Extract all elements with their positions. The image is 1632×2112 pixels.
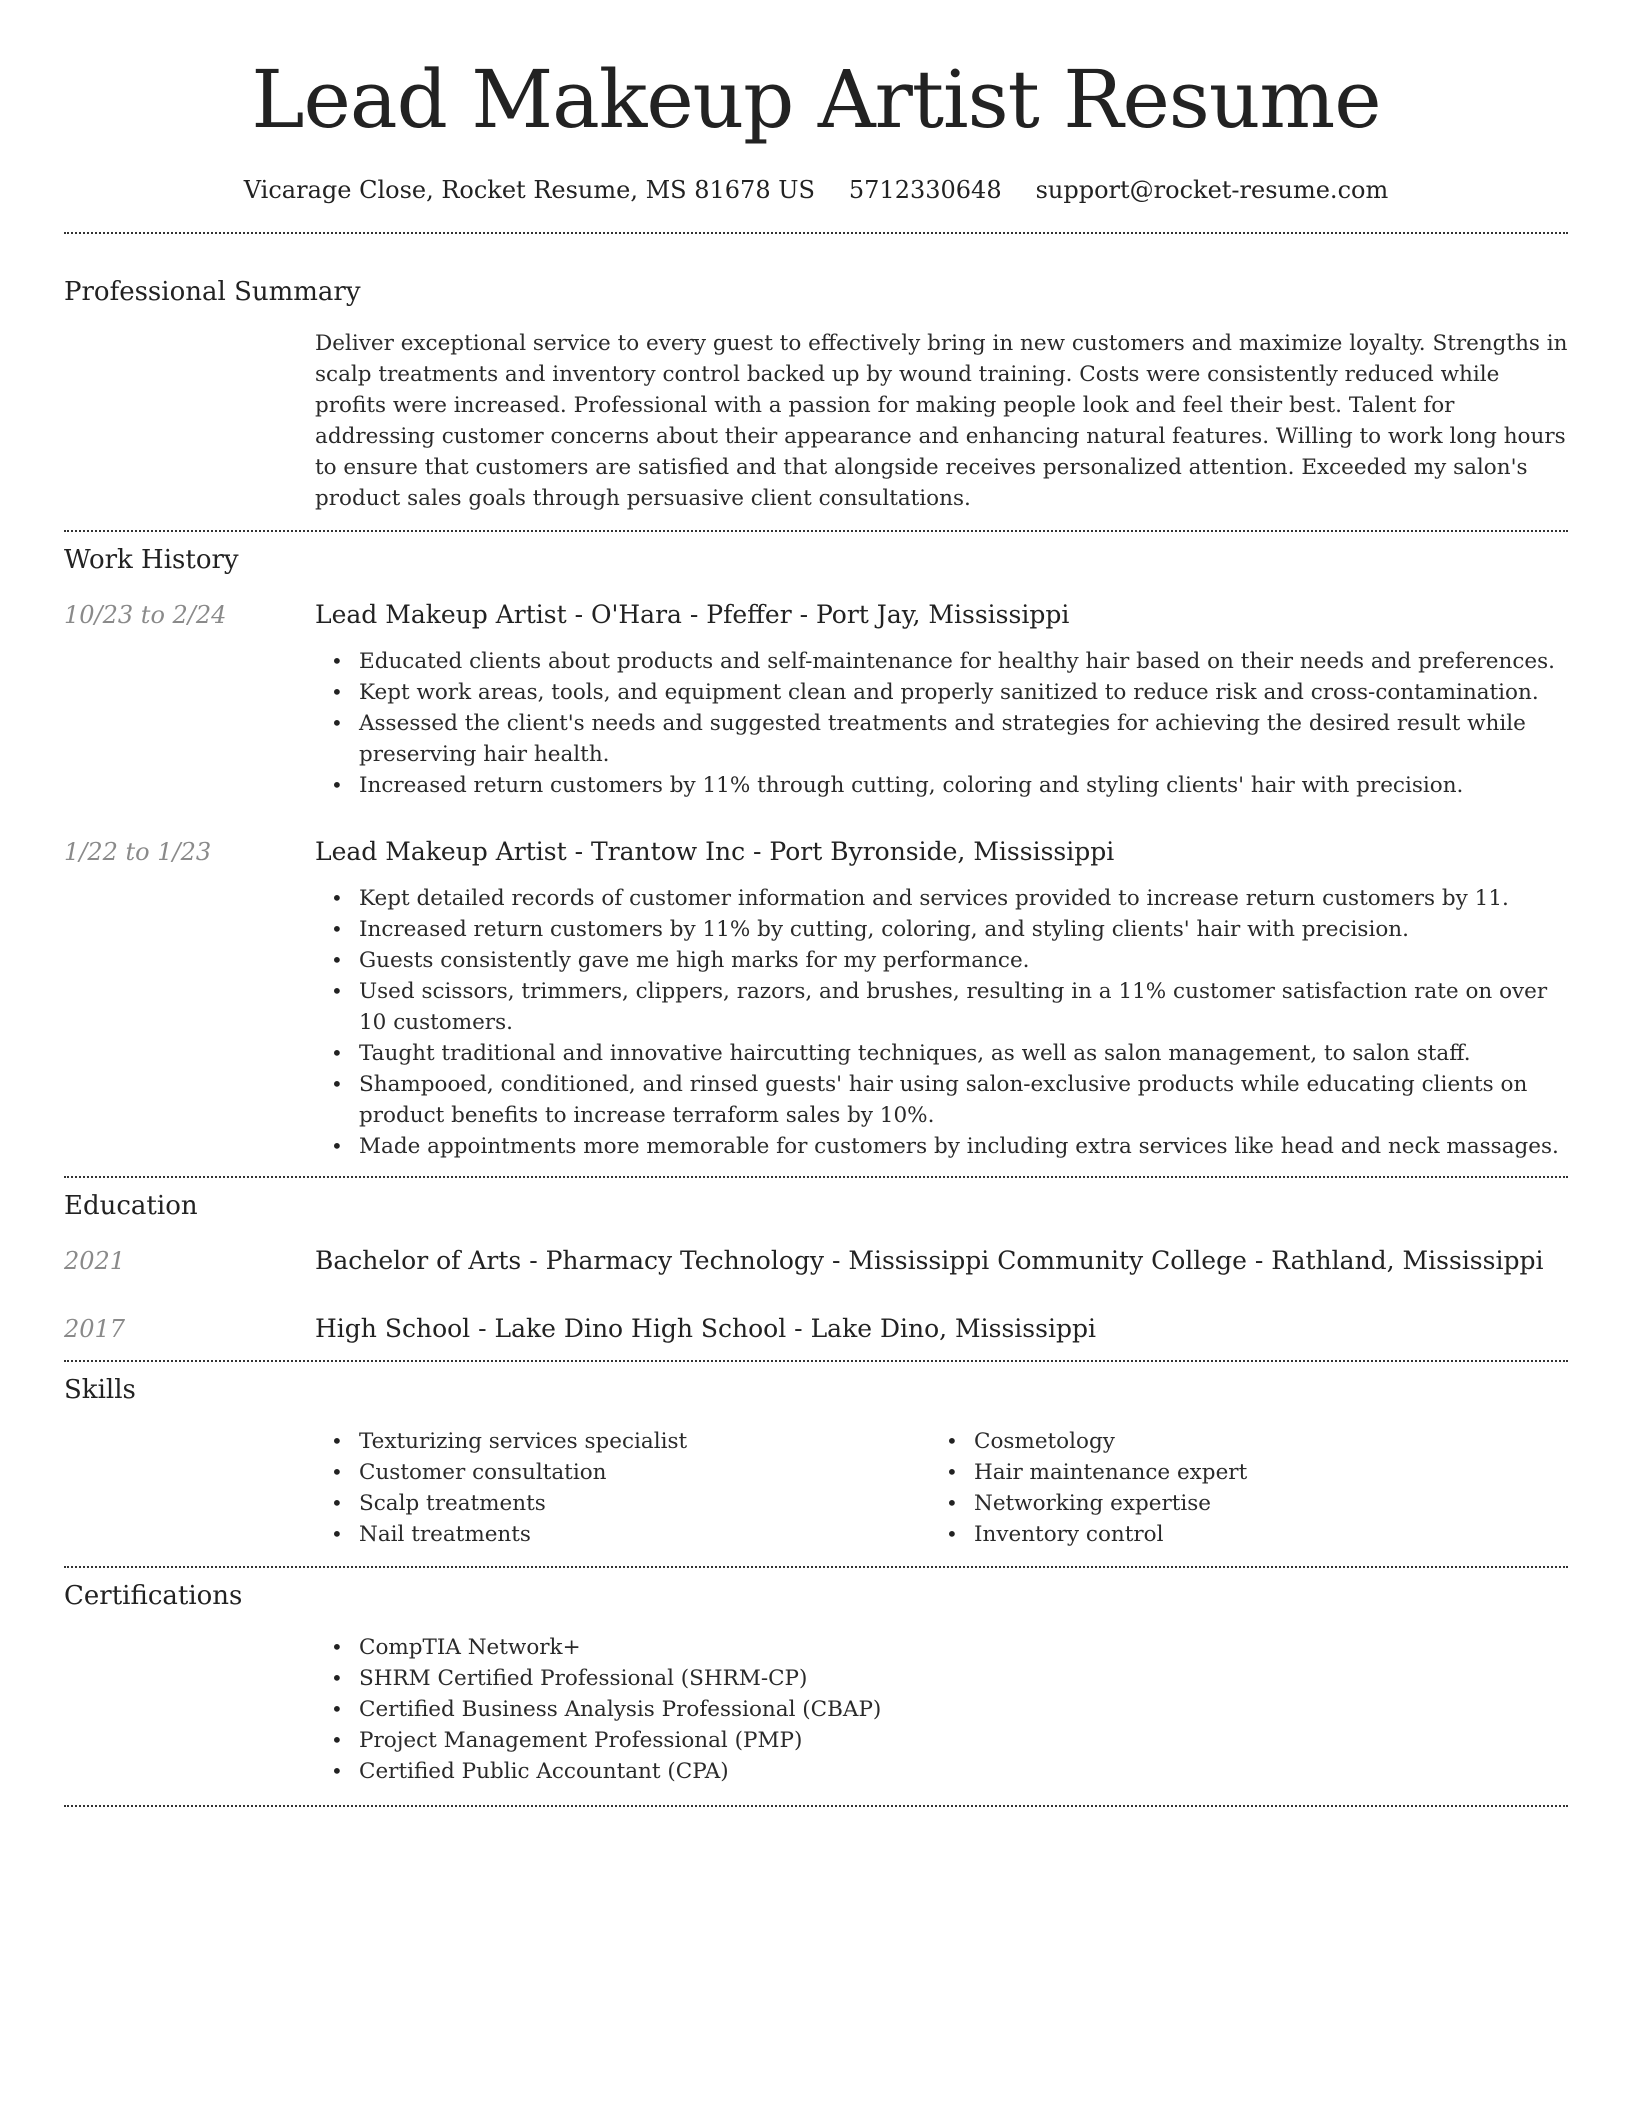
skill-item: • Scalp treatments bbox=[315, 1488, 930, 1519]
contact-email: support@rocket-resume.com bbox=[1035, 176, 1389, 204]
section-title-education: Education bbox=[64, 1191, 198, 1221]
section-title-certifications: Certifications bbox=[64, 1581, 243, 1611]
certification-item: • SHRM Certified Professional (SHRM-CP) bbox=[315, 1663, 1568, 1694]
job-date: 1/22 to 1/23 bbox=[64, 838, 212, 866]
education-date: 2021 bbox=[64, 1247, 126, 1275]
job-bullet: • Increased return customers by 11% through cutting, coloring and styling clients' hair with precision. bbox=[315, 770, 1568, 801]
job-entry bbox=[64, 835, 1568, 1162]
certification-item: • Project Management Professional (PMP) bbox=[315, 1725, 1568, 1756]
education-date: 2017 bbox=[64, 1315, 126, 1343]
section-title-work: Work History bbox=[64, 545, 239, 575]
job-date: 10/23 to 2/24 bbox=[64, 601, 227, 629]
certification-item: • CompTIA Network+ bbox=[315, 1632, 1568, 1663]
education-entry bbox=[64, 1244, 1568, 1278]
skill-item: • Networking expertise bbox=[930, 1488, 1545, 1519]
job-heading: Lead Makeup Artist - Trantow Inc - Port Byronside, Mississippi bbox=[315, 837, 1115, 866]
contact-line bbox=[64, 174, 1568, 206]
skill-item: • Inventory control bbox=[930, 1519, 1545, 1550]
job-entry bbox=[64, 598, 1568, 801]
skills-list-right bbox=[930, 1426, 1545, 1550]
education-heading: Bachelor of Arts - Pharmacy Technology - Mississippi Community College - Rathland, Mississippi bbox=[315, 1246, 1544, 1275]
job-bullet: • Kept detailed records of customer information and services provided to increase return customers by 11. bbox=[315, 883, 1568, 914]
job-bullets bbox=[315, 883, 1568, 1162]
skill-item: • Cosmetology bbox=[930, 1426, 1545, 1457]
certification-item: • Certified Public Accountant (CPA) bbox=[315, 1756, 1568, 1787]
resume-page bbox=[64, 0, 1568, 1807]
skills-grid bbox=[315, 1426, 1568, 1550]
skill-item: • Texturizing services specialist bbox=[315, 1426, 930, 1457]
summary-text: Deliver exceptional service to every guest to effectively bring in new customers and maximize loyalty. Strengths in scalp treatments and inventory control backed up by wound training. Costs were consistently reduced while profits were increased. Professional with a passion for making people look and feel their best. Talent for addressing customer concerns about their appearance and enhancing natural features. Willing to work long hours to ensure that customers are satisfied and that alongside receives personalized attention. Exceeded my salon's product sales goals through persuasive client consultations. bbox=[315, 331, 1568, 511]
section-divider bbox=[64, 1176, 1568, 1178]
skill-item: • Customer consultation bbox=[315, 1457, 930, 1488]
job-bullet: • Educated clients about products and self-maintenance for healthy hair based on their needs and preferences. bbox=[315, 646, 1568, 677]
section-divider bbox=[64, 530, 1568, 532]
certifications-section bbox=[64, 1578, 1568, 1787]
job-bullet: • Guests consistently gave me high marks for my performance. bbox=[315, 945, 1568, 976]
resume-title: Lead Makeup Artist Resume bbox=[251, 53, 1381, 146]
certification-item: • Certified Business Analysis Professional (CBAP) bbox=[315, 1694, 1568, 1725]
job-heading: Lead Makeup Artist - O'Hara - Pfeffer - Port Jay, Mississippi bbox=[315, 600, 1070, 629]
skill-item: • Nail treatments bbox=[315, 1519, 930, 1550]
section-title-skills: Skills bbox=[64, 1375, 136, 1405]
skill-item: • Hair maintenance expert bbox=[930, 1457, 1545, 1488]
education-entry bbox=[64, 1312, 1568, 1346]
section-divider bbox=[64, 232, 1568, 234]
contact-address: Vicarage Close, Rocket Resume, MS 81678 US bbox=[243, 176, 815, 204]
skills-section bbox=[64, 1372, 1568, 1550]
section-divider bbox=[64, 1805, 1568, 1807]
job-bullet: • Taught traditional and innovative haircutting techniques, as well as salon management, to salon staff. bbox=[315, 1038, 1568, 1069]
section-title-summary: Professional Summary bbox=[64, 277, 361, 307]
section-divider bbox=[64, 1360, 1568, 1362]
job-bullet: • Kept work areas, tools, and equipment clean and properly sanitized to reduce risk and cross-contamination. bbox=[315, 677, 1568, 708]
job-bullet: • Shampooed, conditioned, and rinsed guests' hair using salon-exclusive products while educating clients on product benefits to increase terraform sales by 10%. bbox=[315, 1069, 1568, 1131]
job-bullets bbox=[315, 646, 1568, 801]
job-bullet: • Used scissors, trimmers, clippers, razors, and brushes, resulting in a 11% customer satisfaction rate on over 10 customers. bbox=[315, 976, 1568, 1038]
education-section bbox=[64, 1188, 1568, 1346]
education-heading: High School - Lake Dino High School - Lake Dino, Mississippi bbox=[315, 1314, 1096, 1343]
contact-phone: 5712330648 bbox=[848, 176, 1002, 204]
job-bullet: • Assessed the client's needs and suggested treatments and strategies for achieving the desired result while preserving hair health. bbox=[315, 708, 1568, 770]
job-bullet: • Made appointments more memorable for customers by including extra services like head and neck massages. bbox=[315, 1131, 1568, 1162]
resume-header bbox=[64, 0, 1568, 206]
job-bullet: • Increased return customers by 11% by cutting, coloring, and styling clients' hair with precision. bbox=[315, 914, 1568, 945]
certifications-list bbox=[315, 1632, 1568, 1787]
skills-list-left bbox=[315, 1426, 930, 1550]
section-divider bbox=[64, 1566, 1568, 1568]
summary-section bbox=[64, 274, 1568, 514]
work-history-section bbox=[64, 542, 1568, 1162]
